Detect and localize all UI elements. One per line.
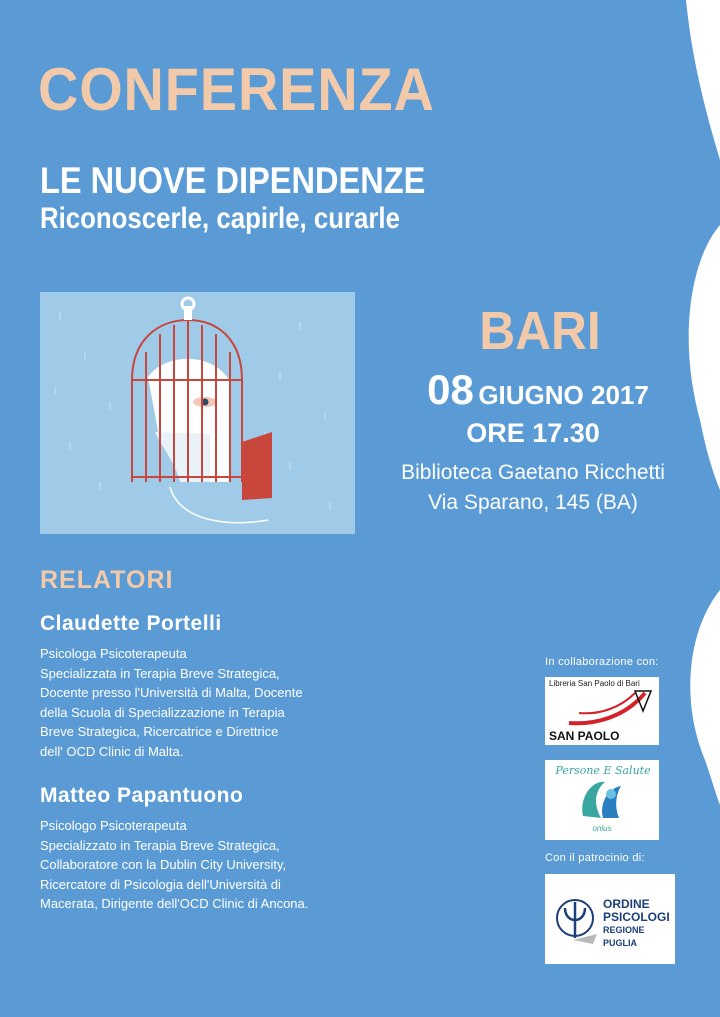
persone-salute-emblem-icon [575, 776, 629, 822]
persone-salute-name: Persone E Salute [555, 764, 651, 777]
bio-line: Breve Strategica, Ricercatrice e Direttrice [40, 724, 279, 739]
event-date [360, 366, 716, 414]
event-date-month-year: GIUGNO 2017 [478, 380, 649, 410]
event-city: BARI [479, 301, 601, 361]
ordine-psicologi-logo [545, 874, 675, 964]
speaker-bio [40, 644, 370, 761]
event-tagline: Riconoscerle, capirle, curarle [40, 202, 400, 235]
ordine-line1: ORDINE [603, 897, 650, 911]
event-type-heading: CONFERENZA [38, 56, 435, 123]
san-paolo-swoosh-icon [565, 689, 655, 729]
speaker-name: Claudette Portelli [40, 612, 222, 635]
ordine-line4: PUGLIA [603, 938, 638, 948]
speaker-bio [40, 816, 370, 914]
event-venue [360, 458, 706, 518]
ordine-line3: REGIONE [603, 925, 645, 935]
speakers-heading: RELATORI [40, 566, 174, 594]
bio-line: Psicologa Psicoterapeuta [40, 646, 187, 661]
psi-emblem-icon [553, 894, 601, 946]
bio-line: Collaboratore con la Dublin City University, [40, 857, 287, 872]
event-title: LE NUOVE DIPENDENZE [40, 160, 426, 201]
libreria-top-text: Libreria San Paolo di Bari [549, 679, 640, 688]
event-date-day: 08 [427, 366, 474, 413]
libreria-name: SAN PAOLO [549, 729, 620, 743]
event-time: ORE 17.30 [466, 418, 600, 448]
ordine-line2: PSICOLOGI [603, 910, 670, 924]
libreria-san-paolo-logo [545, 677, 659, 745]
cage-illustration [40, 292, 355, 534]
bio-line: dell' OCD Clinic di Malta. [40, 743, 184, 759]
venue-name: Biblioteca Gaetano Ricchetti [401, 461, 665, 484]
bio-line: Specializzata in Terapia Breve Strategica, [40, 665, 280, 681]
venue-address: Via Sparano, 145 (BA) [428, 491, 638, 514]
bio-line: Docente presso l'Università di Malta, Docente [40, 685, 303, 700]
persone-salute-suffix: onlus [592, 824, 612, 833]
bio-line: Specializzato in Terapia Breve Strategica, [40, 837, 280, 853]
bio-line: Psicologo Psicoterapeuta [40, 818, 187, 833]
ordine-text [603, 898, 670, 950]
bio-line: Macerata, Dirigente dell'OCD Clinic di Ancona. [40, 896, 309, 911]
bio-line: della Scuola di Specializzazione in Terapia [40, 704, 285, 720]
collaboration-label: In collaborazione con: [545, 656, 659, 668]
speaker-name: Matteo Papantuono [40, 784, 244, 807]
bio-line: Ricercatore di Psicologia dell'Università di [40, 876, 281, 892]
persone-e-salute-logo [545, 760, 659, 840]
patronage-label: Con il patrocinio di: [545, 852, 645, 864]
